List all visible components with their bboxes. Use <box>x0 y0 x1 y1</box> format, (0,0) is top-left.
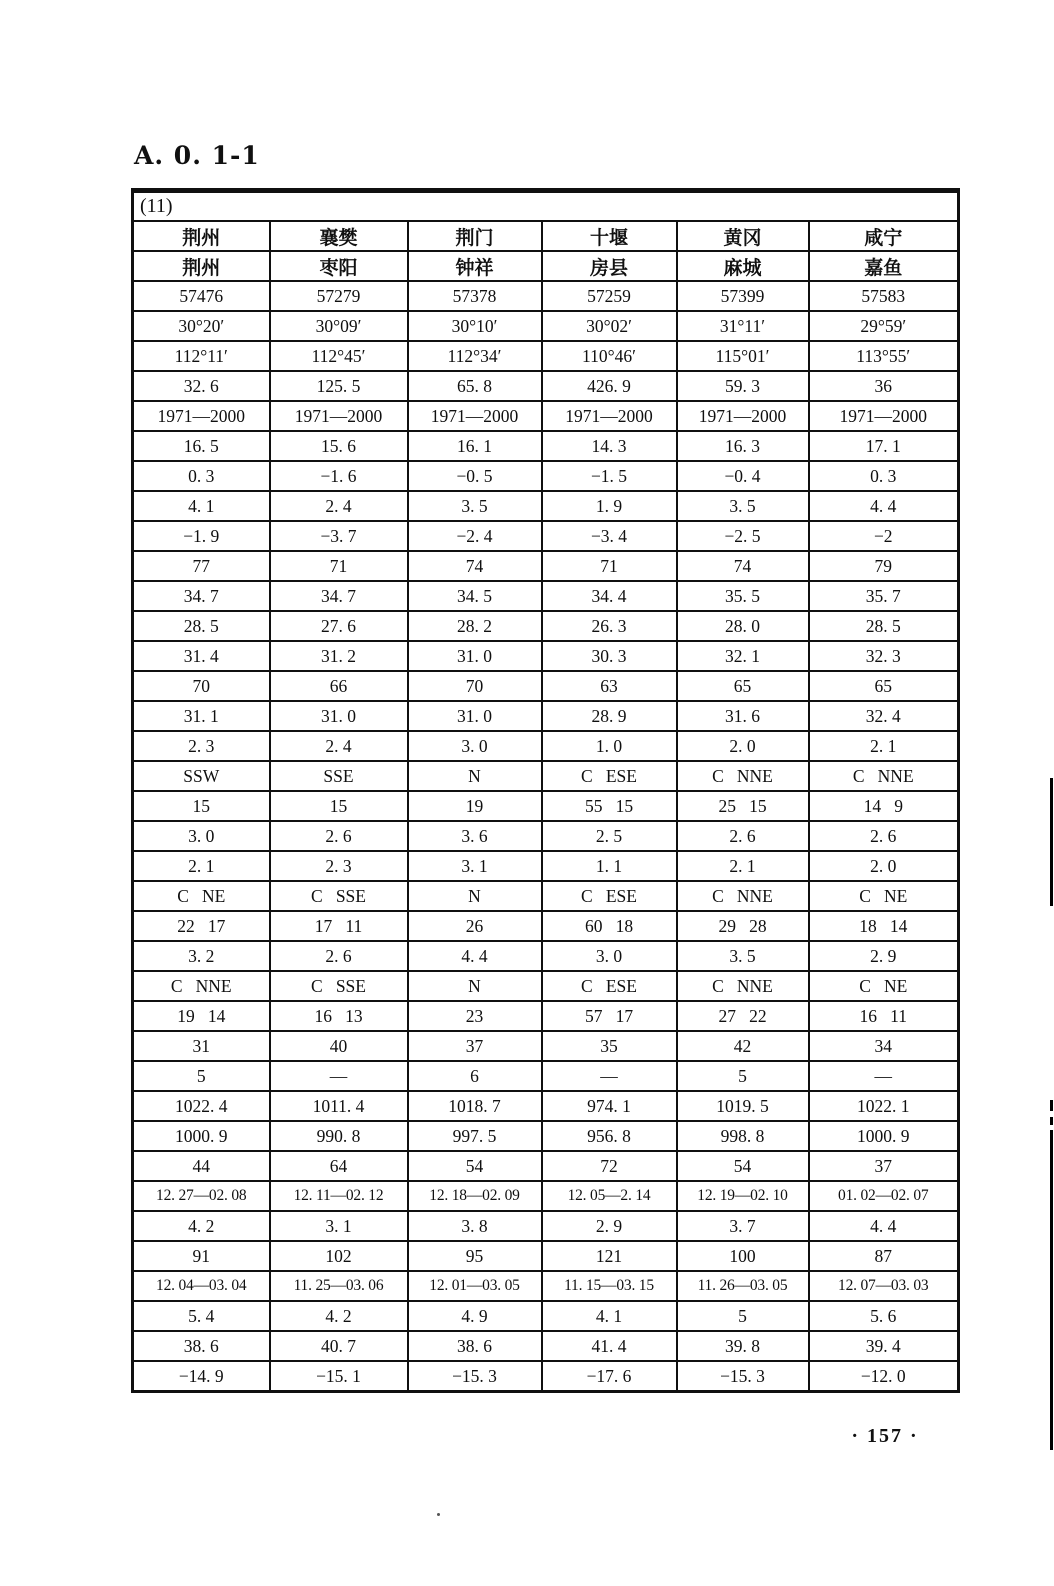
table-cell: 57399 <box>677 281 809 311</box>
table-cell: 12. 11—02. 12 <box>270 1181 408 1211</box>
table-cell: 3. 0 <box>133 821 270 851</box>
table-cell: C NNE <box>809 761 959 791</box>
table-cell: −2. 5 <box>677 521 809 551</box>
table-cell: 29°59′ <box>809 311 959 341</box>
scan-artifact-line <box>1050 778 1053 906</box>
table-cell: 74 <box>677 551 809 581</box>
table-cell: 57476 <box>133 281 270 311</box>
table-cell: 1971—2000 <box>542 401 677 431</box>
table-cell: 2. 1 <box>809 731 959 761</box>
table-cell: N <box>408 881 542 911</box>
table-cell: 28. 5 <box>809 611 959 641</box>
table-cell: 74 <box>408 551 542 581</box>
table-cell: SSE <box>270 761 408 791</box>
table-row <box>133 911 959 941</box>
table-cell: C NNE <box>677 761 809 791</box>
table-cell: 0. 3 <box>133 461 270 491</box>
table-cell: 32. 6 <box>133 371 270 401</box>
table-row <box>133 971 959 1001</box>
table-cell: 42 <box>677 1031 809 1061</box>
table-cell: 38. 6 <box>133 1331 270 1361</box>
table-cell: 嘉鱼 <box>809 251 959 281</box>
table-cell: 39. 8 <box>677 1331 809 1361</box>
table-cell: 79 <box>809 551 959 581</box>
table-cell: 72 <box>542 1151 677 1181</box>
table-cell: 5. 6 <box>809 1301 959 1331</box>
table-cell: 2. 3 <box>133 731 270 761</box>
table-cell: 16. 1 <box>408 431 542 461</box>
table-cell: C NNE <box>133 971 270 1001</box>
table-row <box>133 281 959 311</box>
table-cell: 28. 2 <box>408 611 542 641</box>
table-cell: C ESE <box>542 881 677 911</box>
table-cell: 15 <box>270 791 408 821</box>
table-cell: 44 <box>133 1151 270 1181</box>
table-cell: N <box>408 971 542 1001</box>
table-cell: 18 14 <box>809 911 959 941</box>
table-cell: 34. 4 <box>542 581 677 611</box>
table-cell: 110°46′ <box>542 341 677 371</box>
table-cell: 16. 5 <box>133 431 270 461</box>
table-cell: 30°02′ <box>542 311 677 341</box>
table-row <box>133 1361 959 1392</box>
table-cell: 59. 3 <box>677 371 809 401</box>
table-cell: 40. 7 <box>270 1331 408 1361</box>
table-cell: 2. 3 <box>270 851 408 881</box>
table-cell: 1000. 9 <box>809 1121 959 1151</box>
table-cell: −3. 7 <box>270 521 408 551</box>
table-cell: −17. 6 <box>542 1361 677 1392</box>
table-cell: 12. 18—02. 09 <box>408 1181 542 1211</box>
table-cell: 3. 2 <box>133 941 270 971</box>
table-cell: 63 <box>542 671 677 701</box>
table-cell: — <box>542 1061 677 1091</box>
table-cell: 55 15 <box>542 791 677 821</box>
table-cell: 3. 0 <box>542 941 677 971</box>
table-row <box>133 1151 959 1181</box>
group-label: (11) <box>133 191 959 222</box>
table-cell: 27. 6 <box>270 611 408 641</box>
table-cell: 2. 1 <box>133 851 270 881</box>
table-cell: 28. 5 <box>133 611 270 641</box>
table-cell: 71 <box>542 551 677 581</box>
header-row-cities <box>133 221 959 251</box>
table-cell: 3. 1 <box>270 1211 408 1241</box>
table-cell: 2. 9 <box>542 1211 677 1241</box>
table-row <box>133 1181 959 1211</box>
table-cell: 十堰 <box>542 221 677 251</box>
table-cell: 34. 7 <box>133 581 270 611</box>
table-cell: 16 13 <box>270 1001 408 1031</box>
table-cell: 26. 3 <box>542 611 677 641</box>
climate-table <box>131 188 960 1393</box>
table-cell: 125. 5 <box>270 371 408 401</box>
table-row <box>133 1121 959 1151</box>
table-cell: 115°01′ <box>677 341 809 371</box>
table-cell: 997. 5 <box>408 1121 542 1151</box>
table-cell: 40 <box>270 1031 408 1061</box>
table-cell: 1971—2000 <box>677 401 809 431</box>
table-cell: −14. 9 <box>133 1361 270 1392</box>
table-cell: 枣阳 <box>270 251 408 281</box>
table-cell: 91 <box>133 1241 270 1271</box>
table-cell: 2. 5 <box>542 821 677 851</box>
table-cell: 87 <box>809 1241 959 1271</box>
table-row <box>133 671 959 701</box>
table-cell: C NE <box>809 881 959 911</box>
table-cell: 1022. 1 <box>809 1091 959 1121</box>
table-cell: 19 <box>408 791 542 821</box>
table-cell: 房县 <box>542 251 677 281</box>
table-cell: 31 <box>133 1031 270 1061</box>
table-cell: 5. 4 <box>133 1301 270 1331</box>
page-title: A. 0. 1-1 <box>134 141 260 170</box>
table-cell: 998. 8 <box>677 1121 809 1151</box>
table-cell: 3. 1 <box>408 851 542 881</box>
table-cell: 5 <box>677 1301 809 1331</box>
table-cell: 426. 9 <box>542 371 677 401</box>
table-cell: 64 <box>270 1151 408 1181</box>
table-row <box>133 521 959 551</box>
table-cell: 4. 4 <box>809 491 959 521</box>
table-cell: 1022. 4 <box>133 1091 270 1121</box>
table-cell: 16. 3 <box>677 431 809 461</box>
table-cell: 30°10′ <box>408 311 542 341</box>
table-cell: 4. 9 <box>408 1301 542 1331</box>
table-cell: 4. 4 <box>809 1211 959 1241</box>
table-cell: 2. 1 <box>677 851 809 881</box>
table-cell: 4. 1 <box>542 1301 677 1331</box>
table-row <box>133 311 959 341</box>
table-cell: 11. 15—03. 15 <box>542 1271 677 1301</box>
table-cell: 荆州 <box>133 221 270 251</box>
table-cell: 2. 6 <box>809 821 959 851</box>
table-cell: 26 <box>408 911 542 941</box>
table-row <box>133 581 959 611</box>
table-cell: −3. 4 <box>542 521 677 551</box>
table-cell: 3. 8 <box>408 1211 542 1241</box>
table-cell: 31. 2 <box>270 641 408 671</box>
table-cell: 32. 1 <box>677 641 809 671</box>
table-cell: 32. 3 <box>809 641 959 671</box>
table-cell: 3. 5 <box>408 491 542 521</box>
table-cell: 2. 0 <box>809 851 959 881</box>
table-cell: 113°55′ <box>809 341 959 371</box>
table-cell: C ESE <box>542 761 677 791</box>
table-cell: 60 18 <box>542 911 677 941</box>
table-cell: 34. 5 <box>408 581 542 611</box>
table-cell: 11. 26—03. 05 <box>677 1271 809 1301</box>
table-cell: 25 15 <box>677 791 809 821</box>
table-row <box>133 761 959 791</box>
table-cell: 15. 6 <box>270 431 408 461</box>
table-cell: 咸宁 <box>809 221 959 251</box>
table-cell: 麻城 <box>677 251 809 281</box>
table-cell: 65. 8 <box>408 371 542 401</box>
table-cell: 1971—2000 <box>270 401 408 431</box>
table-row <box>133 641 959 671</box>
table-cell: 31. 0 <box>408 641 542 671</box>
table-row <box>133 551 959 581</box>
table-cell: 3. 5 <box>677 941 809 971</box>
table-cell: 23 <box>408 1001 542 1031</box>
table-cell: 4. 2 <box>133 1211 270 1241</box>
table-cell: 11. 25—03. 06 <box>270 1271 408 1301</box>
table-cell: 30. 3 <box>542 641 677 671</box>
scan-artifact-line <box>1050 1100 1053 1111</box>
table-cell: 14. 3 <box>542 431 677 461</box>
table-cell: 2. 6 <box>270 821 408 851</box>
table-cell: 5 <box>133 1061 270 1091</box>
table-cell: 钟祥 <box>408 251 542 281</box>
table-row <box>133 881 959 911</box>
table-cell: 57583 <box>809 281 959 311</box>
group-row <box>133 191 959 222</box>
table-cell: 17. 1 <box>809 431 959 461</box>
table-cell: 28. 0 <box>677 611 809 641</box>
table-cell: 19 14 <box>133 1001 270 1031</box>
table-cell: 1018. 7 <box>408 1091 542 1121</box>
table-cell: 37 <box>408 1031 542 1061</box>
table-cell: 34 <box>809 1031 959 1061</box>
table-cell: 31. 6 <box>677 701 809 731</box>
table-cell: — <box>809 1061 959 1091</box>
table-cell: C NNE <box>677 971 809 1001</box>
table-cell: −15. 1 <box>270 1361 408 1392</box>
table-cell: 95 <box>408 1241 542 1271</box>
table-row <box>133 1271 959 1301</box>
table-cell: 3. 0 <box>408 731 542 761</box>
table-cell: 31. 4 <box>133 641 270 671</box>
table-cell: 990. 8 <box>270 1121 408 1151</box>
table-cell: C SSE <box>270 971 408 1001</box>
table-cell: C SSE <box>270 881 408 911</box>
table-cell: −1. 5 <box>542 461 677 491</box>
table-row <box>133 461 959 491</box>
table-cell: 6 <box>408 1061 542 1091</box>
table-cell: 974. 1 <box>542 1091 677 1121</box>
table-cell: 3. 5 <box>677 491 809 521</box>
table-row <box>133 1331 959 1361</box>
table-row <box>133 1211 959 1241</box>
table-row <box>133 341 959 371</box>
table-cell: 71 <box>270 551 408 581</box>
table-cell: 39. 4 <box>809 1331 959 1361</box>
table-cell: 1971—2000 <box>809 401 959 431</box>
table-cell: 01. 02—02. 07 <box>809 1181 959 1211</box>
table-cell: 70 <box>408 671 542 701</box>
table-cell: 121 <box>542 1241 677 1271</box>
table-cell: 2. 6 <box>677 821 809 851</box>
table-cell: 36 <box>809 371 959 401</box>
table-cell: 70 <box>133 671 270 701</box>
table-cell: 5 <box>677 1061 809 1091</box>
table-row <box>133 431 959 461</box>
scan-artifact-line <box>1050 1130 1053 1450</box>
table-body <box>133 221 959 1392</box>
table-cell: 2. 4 <box>270 731 408 761</box>
table-cell: 32. 4 <box>809 701 959 731</box>
table-cell: 35 <box>542 1031 677 1061</box>
table-cell: 1. 0 <box>542 731 677 761</box>
table-row <box>133 1061 959 1091</box>
table-cell: 65 <box>809 671 959 701</box>
table-cell: 35. 5 <box>677 581 809 611</box>
table-cell: C NNE <box>677 881 809 911</box>
table-cell: 1000. 9 <box>133 1121 270 1151</box>
table-cell: 4. 1 <box>133 491 270 521</box>
table-cell: −1. 9 <box>133 521 270 551</box>
table-row <box>133 1001 959 1031</box>
table-cell: 1. 9 <box>542 491 677 521</box>
table-cell: C NE <box>133 881 270 911</box>
table-row <box>133 1031 959 1061</box>
table-row <box>133 731 959 761</box>
table-row <box>133 821 959 851</box>
table-cell: 4. 4 <box>408 941 542 971</box>
table-cell: −2 <box>809 521 959 551</box>
table-cell: 12. 05—2. 14 <box>542 1181 677 1211</box>
table-cell: 12. 07—03. 03 <box>809 1271 959 1301</box>
table-row <box>133 701 959 731</box>
table-cell: 1. 1 <box>542 851 677 881</box>
table-cell: 29 28 <box>677 911 809 941</box>
table-cell: SSW <box>133 761 270 791</box>
table-cell: 28. 9 <box>542 701 677 731</box>
table-cell: 2. 9 <box>809 941 959 971</box>
table-cell: −0. 4 <box>677 461 809 491</box>
table-cell: 22 17 <box>133 911 270 941</box>
table-row <box>133 941 959 971</box>
table-cell: 30°09′ <box>270 311 408 341</box>
table-cell: −2. 4 <box>408 521 542 551</box>
table-row <box>133 371 959 401</box>
table-cell: 襄樊 <box>270 221 408 251</box>
table-cell: 66 <box>270 671 408 701</box>
table-cell: 112°11′ <box>133 341 270 371</box>
table-cell: 57 17 <box>542 1001 677 1031</box>
table-cell: 57259 <box>542 281 677 311</box>
table-cell: 54 <box>408 1151 542 1181</box>
table-row <box>133 1241 959 1271</box>
table-cell: 荆州 <box>133 251 270 281</box>
table-cell: 12. 27—02. 08 <box>133 1181 270 1211</box>
table-row <box>133 401 959 431</box>
table-cell: N <box>408 761 542 791</box>
scan-speck <box>437 1513 440 1516</box>
page-number: · 157 · <box>851 1425 919 1447</box>
table-cell: 112°34′ <box>408 341 542 371</box>
table-cell: 1971—2000 <box>133 401 270 431</box>
table-cell: 100 <box>677 1241 809 1271</box>
table-cell: C ESE <box>542 971 677 1001</box>
table-cell: 38. 6 <box>408 1331 542 1361</box>
table-cell: 15 <box>133 791 270 821</box>
table-cell: 37 <box>809 1151 959 1181</box>
table-cell: 57378 <box>408 281 542 311</box>
table-cell: 77 <box>133 551 270 581</box>
table-cell: — <box>270 1061 408 1091</box>
table-cell: 31°11′ <box>677 311 809 341</box>
table-cell: 17 11 <box>270 911 408 941</box>
table-cell: 0. 3 <box>809 461 959 491</box>
table-row <box>133 851 959 881</box>
table-cell: 65 <box>677 671 809 701</box>
header-row-stations <box>133 251 959 281</box>
table-cell: −15. 3 <box>677 1361 809 1392</box>
table-cell: 102 <box>270 1241 408 1271</box>
table-cell: 1019. 5 <box>677 1091 809 1121</box>
table-row <box>133 611 959 641</box>
table-row <box>133 1091 959 1121</box>
table-cell: 2. 4 <box>270 491 408 521</box>
table-cell: 57279 <box>270 281 408 311</box>
table-cell: 112°45′ <box>270 341 408 371</box>
table-cell: 31. 0 <box>270 701 408 731</box>
table-cell: 黄冈 <box>677 221 809 251</box>
table-cell: 12. 04—03. 04 <box>133 1271 270 1301</box>
table-cell: 27 22 <box>677 1001 809 1031</box>
table-cell: 956. 8 <box>542 1121 677 1151</box>
table-cell: 1011. 4 <box>270 1091 408 1121</box>
table-cell: 2. 6 <box>270 941 408 971</box>
table-cell: 34. 7 <box>270 581 408 611</box>
table-row <box>133 1301 959 1331</box>
table-cell: 35. 7 <box>809 581 959 611</box>
table-cell: 31. 1 <box>133 701 270 731</box>
table-cell: C NE <box>809 971 959 1001</box>
table-row <box>133 791 959 821</box>
table-cell: 54 <box>677 1151 809 1181</box>
table-row <box>133 491 959 521</box>
table-cell: −12. 0 <box>809 1361 959 1392</box>
table-cell: 3. 7 <box>677 1211 809 1241</box>
table-cell: 12. 01—03. 05 <box>408 1271 542 1301</box>
table-cell: −0. 5 <box>408 461 542 491</box>
table-cell: 30°20′ <box>133 311 270 341</box>
table-cell: 12. 19—02. 10 <box>677 1181 809 1211</box>
table-cell: −1. 6 <box>270 461 408 491</box>
table-cell: 41. 4 <box>542 1331 677 1361</box>
table-cell: 16 11 <box>809 1001 959 1031</box>
table-cell: 荆门 <box>408 221 542 251</box>
table-cell: 2. 0 <box>677 731 809 761</box>
table-cell: 4. 2 <box>270 1301 408 1331</box>
scan-artifact-line <box>1050 1117 1053 1125</box>
table-cell: 14 9 <box>809 791 959 821</box>
table-cell: 3. 6 <box>408 821 542 851</box>
table-cell: −15. 3 <box>408 1361 542 1392</box>
table-cell: 31. 0 <box>408 701 542 731</box>
table-cell: 1971—2000 <box>408 401 542 431</box>
